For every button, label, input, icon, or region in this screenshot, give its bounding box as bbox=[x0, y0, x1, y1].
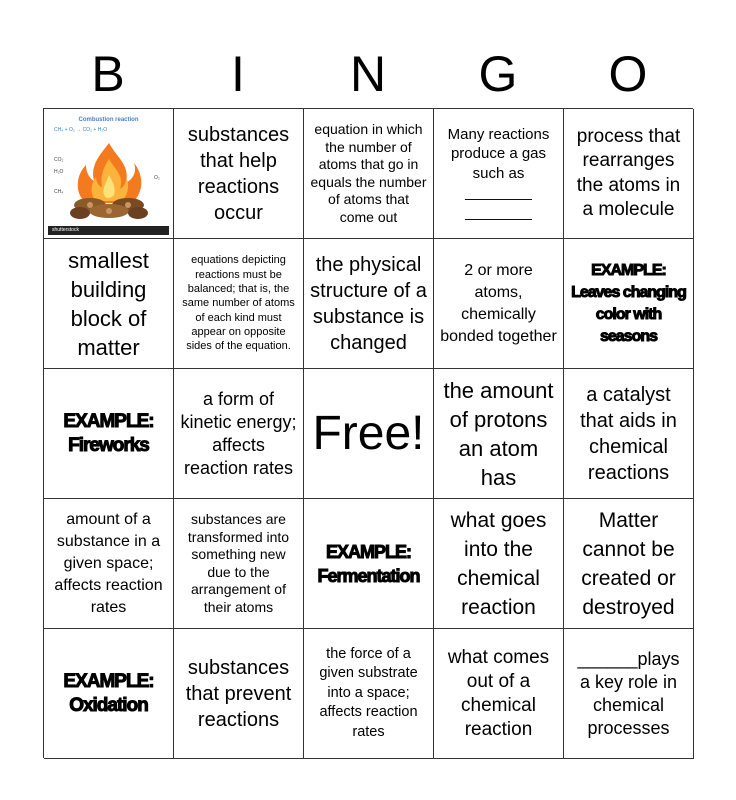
cell-text: a form of kinetic energy; affects reaction rates bbox=[180, 388, 297, 478]
header-letter-b: B bbox=[91, 46, 125, 102]
bingo-cell[interactable] bbox=[564, 239, 694, 369]
watermark-bar bbox=[48, 226, 169, 235]
cell-text: the amount of protons an atom has bbox=[443, 377, 554, 490]
cell-text: amount of a substance in a given space; affects reaction rates bbox=[54, 510, 163, 616]
cell-text: equations depicting reactions must be balanced; that is, the same number of atoms of each kind must appear on opposite sides of the equation. bbox=[182, 254, 295, 353]
watermark-text: shutterstock bbox=[52, 226, 79, 233]
cell-text: what comes out of a chemical reaction bbox=[447, 646, 550, 740]
bingo-cell[interactable] bbox=[564, 109, 694, 239]
campfire-icon bbox=[66, 139, 152, 223]
bingo-cell[interactable] bbox=[174, 369, 304, 499]
bingo-cell[interactable] bbox=[434, 629, 564, 759]
cell-text: the physical structure of a substance is changed bbox=[310, 253, 427, 354]
cell-text: substances that help reactions occur bbox=[187, 123, 290, 224]
bingo-cell[interactable] bbox=[44, 239, 174, 369]
cell-text: Matter cannot be created or destroyed bbox=[581, 508, 676, 619]
bingo-cell-image[interactable] bbox=[44, 109, 174, 239]
cell-text: ______plays a key role in chemical processes bbox=[577, 648, 680, 738]
illustration-label: H₂O bbox=[54, 168, 64, 175]
cell-text: what goes into the chemical reaction bbox=[450, 508, 547, 619]
bingo-cell[interactable] bbox=[564, 499, 694, 629]
bingo-cell[interactable] bbox=[434, 109, 564, 239]
illustration-label: CO₂ bbox=[54, 156, 64, 163]
cell-text: EXAMPLE: Fermentation bbox=[317, 541, 420, 586]
bingo-header bbox=[43, 40, 693, 108]
illustration-title: Combustion reaction bbox=[78, 116, 139, 123]
bingo-cell-free[interactable] bbox=[304, 369, 434, 499]
bingo-cell[interactable] bbox=[304, 109, 434, 239]
bingo-grid bbox=[43, 108, 693, 758]
cell-text: EXAMPLE: Fireworks bbox=[63, 410, 154, 456]
bingo-cell[interactable] bbox=[174, 629, 304, 759]
cell-text: equation in which the number of atoms that go in equals the number of atoms that come out bbox=[310, 121, 427, 225]
cell-text: EXAMPLE: Oxidation bbox=[63, 670, 154, 716]
bingo-cell[interactable] bbox=[44, 499, 174, 629]
bingo-cell[interactable] bbox=[304, 629, 434, 759]
header-letter-i: I bbox=[231, 46, 245, 102]
bingo-cell[interactable] bbox=[44, 629, 174, 759]
illustration-label: O₂ bbox=[154, 174, 160, 181]
cell-text: substances that prevent reactions bbox=[185, 656, 292, 731]
bingo-cell[interactable] bbox=[434, 369, 564, 499]
bingo-cell[interactable] bbox=[174, 109, 304, 239]
cell-text: a catalyst that aids in chemical reactions bbox=[580, 383, 677, 484]
cell-text: smallest building block of matter bbox=[68, 247, 149, 360]
header-letter-n: N bbox=[349, 46, 387, 102]
header-letter-g: G bbox=[478, 46, 518, 102]
bingo-cell[interactable] bbox=[174, 239, 304, 369]
cell-text: EXAMPLE: Leaves changing color with seasons bbox=[571, 261, 686, 345]
bingo-cell[interactable] bbox=[304, 499, 434, 629]
cell-text: the force of a given substrate into a space; affects reaction rates bbox=[319, 645, 418, 740]
header-letter-o: O bbox=[608, 46, 648, 102]
cell-text: substances are transformed into something new due to the arrangement of their atoms bbox=[187, 511, 290, 615]
bingo-cell[interactable] bbox=[44, 369, 174, 499]
bingo-cell[interactable] bbox=[564, 629, 694, 759]
illustration-equation: CH₄ + O₂ → CO₂ + H₂O bbox=[54, 126, 108, 133]
bingo-cell[interactable] bbox=[174, 499, 304, 629]
cell-text: process that rearranges the atoms in a molecule bbox=[576, 125, 681, 220]
cell-text: Many reactions produce a gas such as ________ ________ bbox=[447, 125, 550, 221]
cell-text: 2 or more atoms, chemically bonded together bbox=[440, 261, 557, 345]
bingo-cell[interactable] bbox=[564, 369, 694, 499]
bingo-cell[interactable] bbox=[434, 499, 564, 629]
bingo-cell[interactable] bbox=[304, 239, 434, 369]
combustion-illustration bbox=[48, 113, 169, 235]
bingo-cell[interactable] bbox=[434, 239, 564, 369]
illustration-label: CH₄ bbox=[54, 188, 64, 195]
free-space-text: Free! bbox=[312, 406, 425, 460]
